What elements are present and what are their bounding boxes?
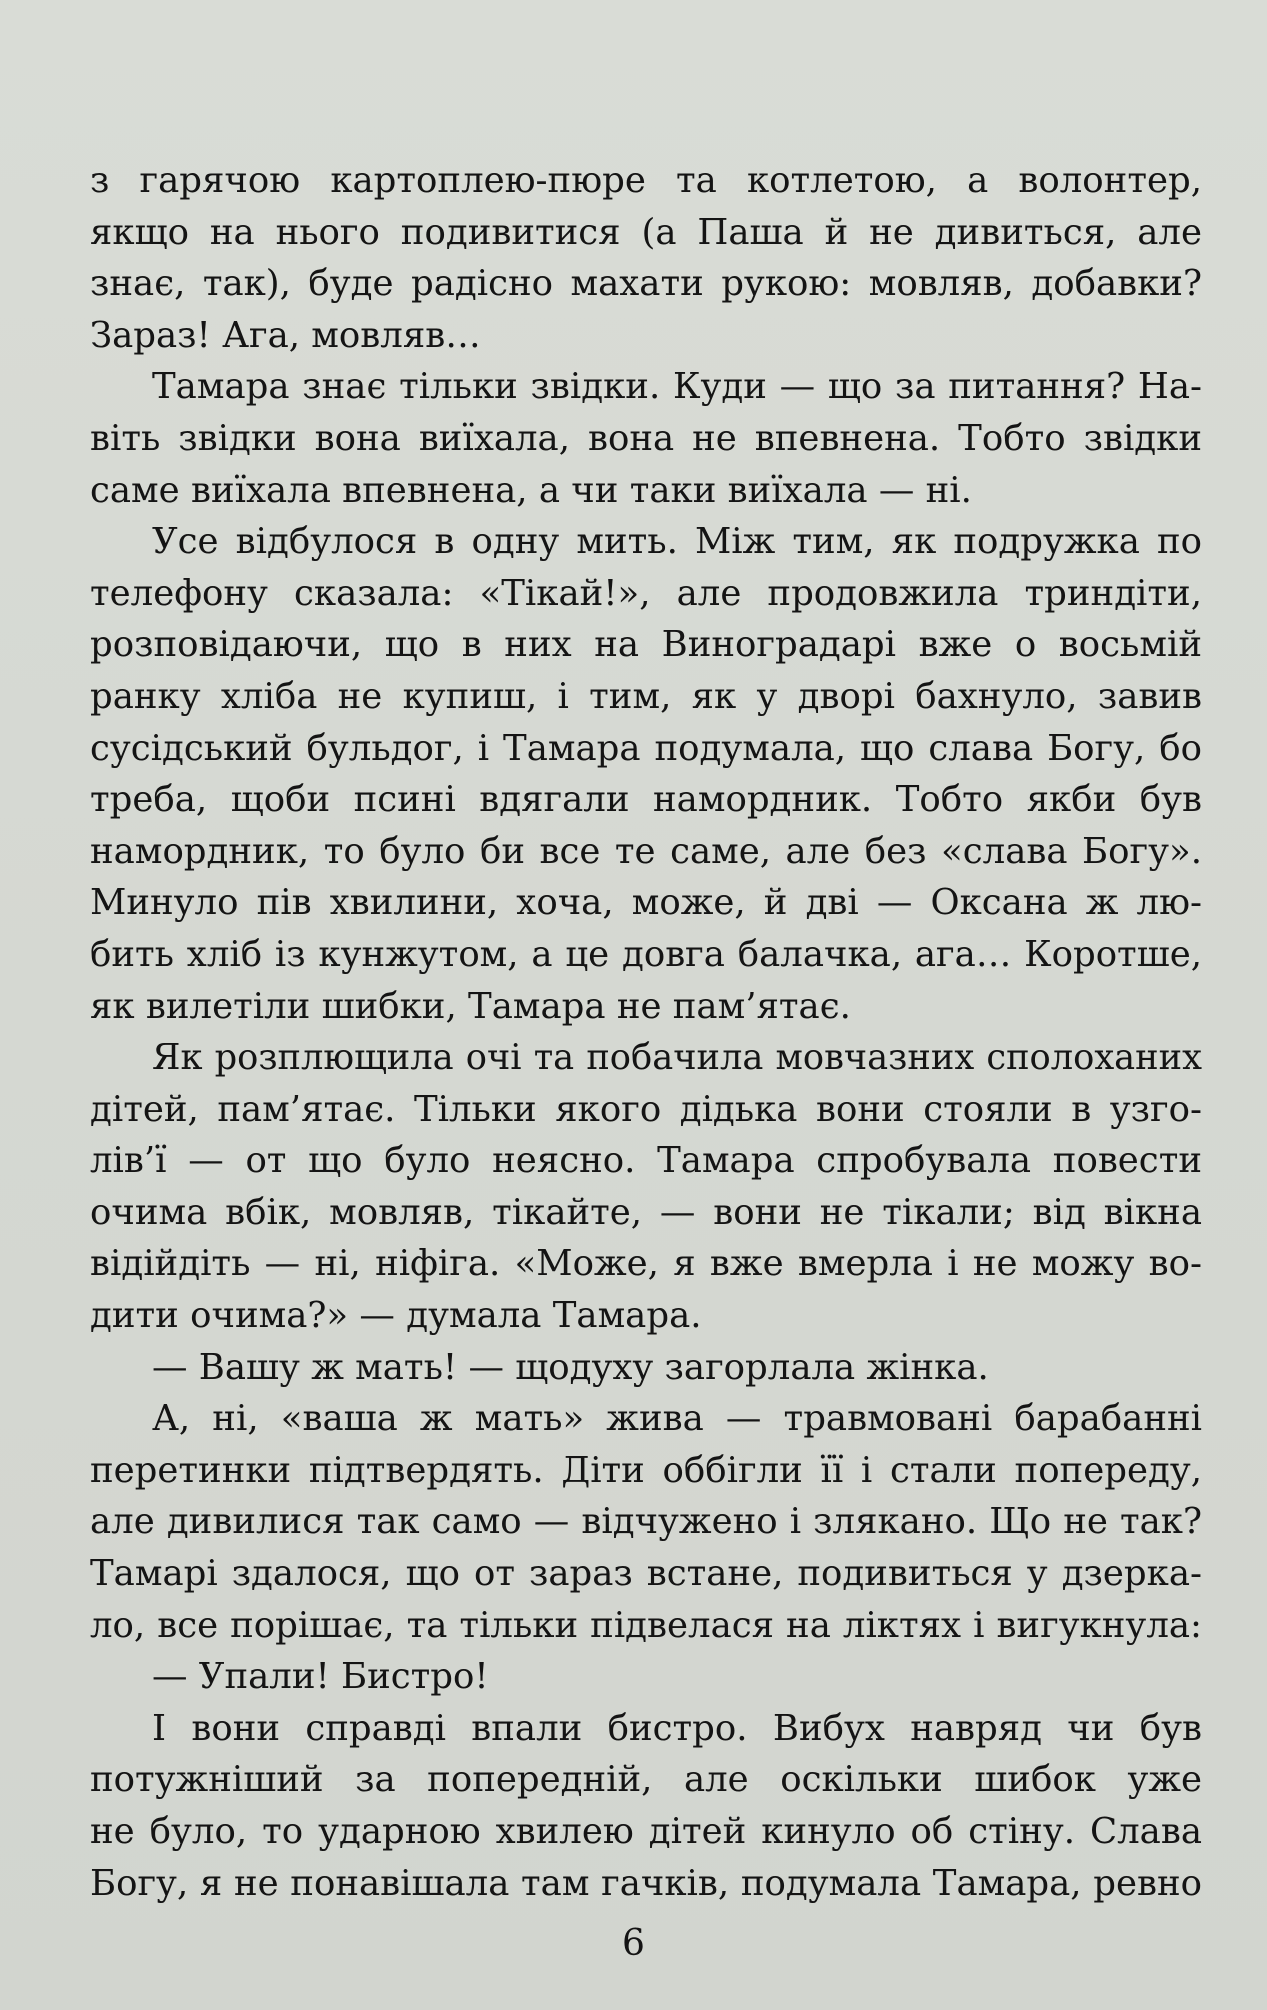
text-line: ло, все порішає, та тільки підвелася на ліктях і вигукнула: <box>90 1604 1202 1646</box>
text-line: телефону сказала: «Тікай!», але продовжила триндіти, <box>90 572 1202 614</box>
text-line: — Упали! Бистро! <box>152 1656 489 1698</box>
text-line: Богу, я не понавішала там гачків, подумала Тамара, ревно <box>90 1862 1202 1904</box>
text-line: відійдіть — ні, ніфіга. «Може, я вже вмерла і не можу во- <box>90 1243 1202 1285</box>
page-number: 6 <box>622 1923 645 1964</box>
text-line: але дивилися так само — відчужено і злякано. Що не так? <box>90 1501 1202 1543</box>
text-line: віть звідки вона виїхала, вона не впевнена. Тобто звідки <box>90 417 1202 459</box>
text-line: потужніший за попередній, але оскільки шибок уже <box>90 1759 1202 1801</box>
text-line: А, ні, «ваша ж мать» жива — травмовані барабанні <box>152 1398 1202 1440</box>
text-line: з гарячою картоплею-пюре та котлетою, а волонтер, <box>90 160 1202 201</box>
text-line: саме виїхала впевнена, а чи таки виїхала — ні. <box>90 469 972 511</box>
text-line: сусідський бульдог, і Тамара подумала, що слава Богу, бо <box>90 727 1202 769</box>
body-text <box>90 155 1202 1909</box>
text-line: Тамарі здалося, що от зараз встане, подивиться у дзерка- <box>90 1553 1202 1595</box>
text-line: дити очима?» — думала Тамара. <box>90 1295 702 1337</box>
text-line: намордник, то було би все те саме, але без «слава Богу». <box>90 830 1202 872</box>
text-line: якщо на нього подивитися (а Паша й не дивиться, але <box>90 211 1202 253</box>
text-line: Як розплющила очі та побачила мовчазних сполоханих <box>152 1037 1202 1079</box>
text-line: — Вашу ж мать! — щодуху загорлала жінка. <box>152 1346 989 1388</box>
text-line: розповідаючи, що в них на Виноградарі вже о восьмій <box>90 624 1202 666</box>
text-line: перетинки підтвердять. Діти оббігли її і стали попереду, <box>90 1449 1202 1491</box>
text-line: треба, щоби псині вдягали намордник. Тобто якби був <box>90 779 1202 821</box>
text-line: Зараз! Ага, мовляв… <box>90 314 481 356</box>
text-line: Минуло пів хвилини, хоча, може, й дві — Оксана ж лю- <box>90 882 1202 924</box>
text-line: бить хліб із кунжутом, а це довга балачка, ага… Коротше, <box>90 933 1202 975</box>
text-line: не було, то ударною хвилею дітей кинуло об стіну. Слава <box>90 1811 1202 1852</box>
text-line: дітей, пам’ятає. Тільки якого дідька вони стояли в узго- <box>90 1088 1202 1130</box>
text-line: лів’ї — от що було неясно. Тамара спробувала повести <box>90 1140 1202 1182</box>
text-line: очима вбік, мовляв, тікайте, — вони не тікали; від вікна <box>90 1191 1202 1233</box>
text-line: як вилетіли шибки, Тамара не пам’ятає. <box>90 985 851 1027</box>
text-line: ранку хліба не купиш, і тим, як у дворі бахнуло, завив <box>90 675 1202 717</box>
text-line: Усе відбулося в одну мить. Між тим, як подружка по <box>152 521 1202 563</box>
text-line: знає, так), буде радісно махати рукою: мовляв, добавки? <box>90 263 1202 305</box>
text-line: І вони справді впали бистро. Вибух навряд чи був <box>152 1707 1202 1749</box>
text-line: Тамара знає тільки звідки. Куди — що за питання? На- <box>152 366 1202 408</box>
